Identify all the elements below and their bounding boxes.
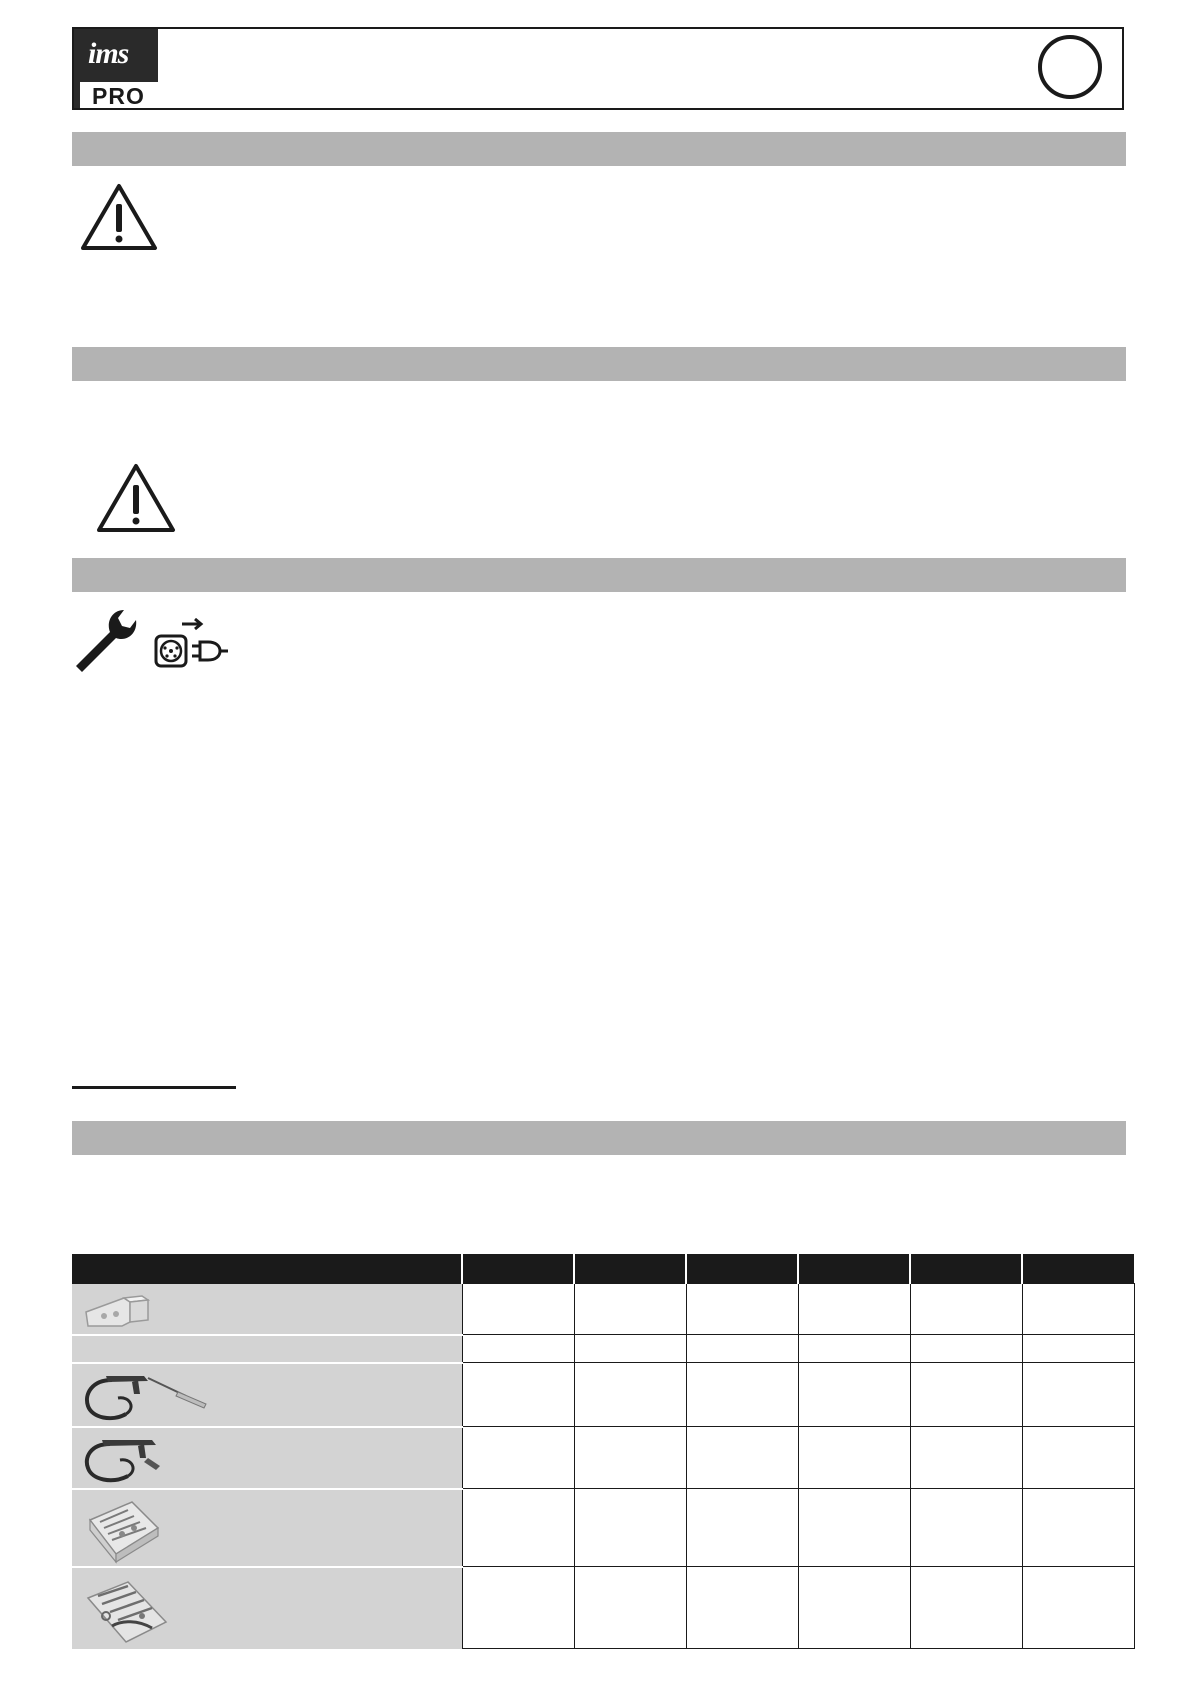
- table-cell: [574, 1335, 686, 1363]
- accessory-image-cell: [72, 1427, 462, 1489]
- accessory-image-cell: [72, 1363, 462, 1427]
- column-header: [686, 1254, 798, 1284]
- table-row: [72, 1284, 1134, 1335]
- warning-triangle-icon: [80, 182, 158, 252]
- accessory-image-cell: [72, 1284, 462, 1335]
- table-cell: [798, 1363, 910, 1427]
- table-cell: [462, 1284, 574, 1335]
- maintenance-icons: [70, 606, 230, 672]
- table-cell: [798, 1284, 910, 1335]
- table-cell: [462, 1427, 574, 1489]
- table-cell: [1022, 1284, 1134, 1335]
- table-cell: [798, 1567, 910, 1649]
- table-cell: [686, 1363, 798, 1427]
- table-cell: [686, 1567, 798, 1649]
- table-cell: [1022, 1335, 1134, 1363]
- table-cell: [686, 1335, 798, 1363]
- table-cell: [462, 1567, 574, 1649]
- table-cell: [798, 1489, 910, 1567]
- section-header-2: [72, 347, 1126, 381]
- table-cell: [686, 1489, 798, 1567]
- section-header-4: [72, 1121, 1126, 1155]
- column-header: [798, 1254, 910, 1284]
- table-cell: [574, 1363, 686, 1427]
- table-cell: [910, 1489, 1022, 1567]
- table-row: [72, 1567, 1134, 1649]
- table-row: [72, 1335, 1134, 1363]
- table-cell: [1022, 1363, 1134, 1427]
- table-cell: [574, 1489, 686, 1567]
- accessory-image-cell: [72, 1567, 462, 1649]
- column-header: [1022, 1254, 1134, 1284]
- section-divider-rule: [72, 1086, 236, 1089]
- table-row: [72, 1427, 1134, 1489]
- table-cell: [462, 1363, 574, 1427]
- accessories-table: [72, 1254, 1135, 1649]
- table-cell: [686, 1284, 798, 1335]
- column-header: [72, 1254, 462, 1284]
- consumables-kit-image: [82, 1498, 162, 1564]
- column-header: [910, 1254, 1022, 1284]
- column-header: [462, 1254, 574, 1284]
- accessory-image-cell: [72, 1489, 462, 1567]
- logo-product-line: PRO: [92, 83, 145, 109]
- table-header-row: [72, 1254, 1134, 1284]
- wrench-icon: [70, 606, 140, 672]
- table-cell: [686, 1427, 798, 1489]
- pulling-tools-kit-image: [82, 1576, 172, 1648]
- table-cell: [910, 1335, 1022, 1363]
- table-cell: [910, 1567, 1022, 1649]
- warning-triangle-icon: [96, 462, 176, 534]
- table-cell: [574, 1567, 686, 1649]
- table-cell: [462, 1489, 574, 1567]
- table-cell: [1022, 1427, 1134, 1489]
- table-cell: [462, 1335, 574, 1363]
- logo-brand: ims: [88, 37, 129, 70]
- table-cell: [574, 1427, 686, 1489]
- page-header: [72, 27, 1124, 110]
- table-row: [72, 1489, 1134, 1567]
- table-cell: [798, 1335, 910, 1363]
- table-cell: [1022, 1567, 1134, 1649]
- spot-welding-gun-image: [82, 1436, 172, 1486]
- unplug-power-icon: [154, 618, 230, 672]
- accessory-image-cell: [72, 1335, 462, 1363]
- bracket-accessory-image: [82, 1292, 156, 1330]
- table-cell: [910, 1427, 1022, 1489]
- language-badge: [1038, 35, 1102, 99]
- table-cell: [798, 1427, 910, 1489]
- table-cell: [574, 1284, 686, 1335]
- section-header-1: [72, 132, 1126, 166]
- section-header-3: [72, 558, 1126, 592]
- table-cell: [910, 1363, 1022, 1427]
- ims-pro-logo: [74, 29, 158, 108]
- table-row: [72, 1363, 1134, 1427]
- column-header: [574, 1254, 686, 1284]
- stud-welding-gun-with-pin-image: [82, 1372, 212, 1426]
- table-cell: [1022, 1489, 1134, 1567]
- table-cell: [910, 1284, 1022, 1335]
